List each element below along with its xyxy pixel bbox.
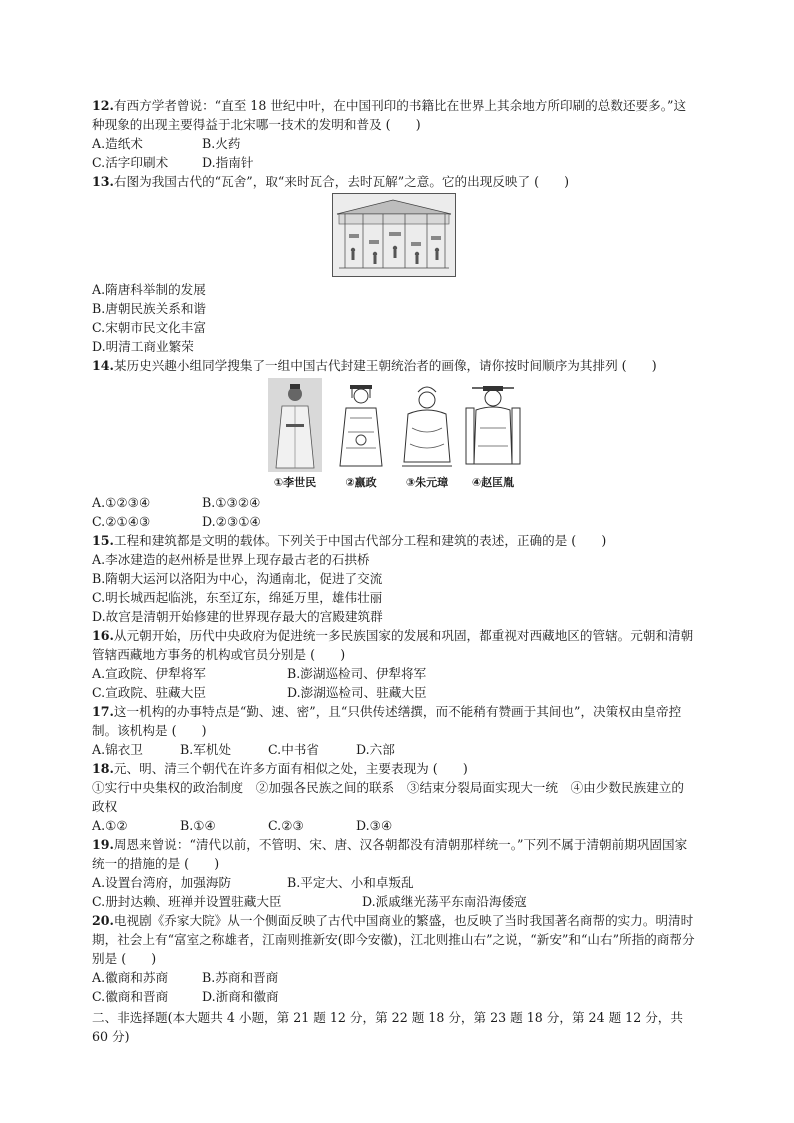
question-18 <box>92 759 696 835</box>
option-b: B.苏商和晋商 <box>202 970 279 985</box>
option-d: D.澎湖巡检司、驻藏大臣 <box>287 685 427 700</box>
option-d: D.浙商和徽商 <box>202 989 279 1004</box>
option-b: B.平定大、小和卓叛乱 <box>287 875 414 890</box>
emperor-portrait-image <box>398 378 456 472</box>
option-b: B.军机处 <box>180 742 232 757</box>
question-20 <box>92 911 696 1006</box>
question-stem: 元、明、清三个朝代在许多方面有相似之处，主要表现为 ( ) <box>113 761 468 776</box>
question-number: 17. <box>92 704 114 719</box>
question-12 <box>92 96 696 172</box>
question-number: 13. <box>92 174 114 189</box>
emperor-portrait-image <box>334 378 388 472</box>
option-a: A.宣政院、伊犁将军 <box>92 666 206 681</box>
question-stem: 周恩来曾说：“清代以前，不管明、宋、唐、汉各朝都没有清朝那样统一。”下列不属于清朝前期巩固国家统一的措施的是 ( ) <box>92 837 688 871</box>
option-d: D.故宫是清朝开始修建的世界现存最大的宫殿建筑群 <box>92 609 383 624</box>
option-c: C.明长城西起临洮，东至辽东，绵延万里，雄伟壮丽 <box>92 590 383 605</box>
option-b: B.火药 <box>202 136 241 151</box>
question-17 <box>92 702 696 759</box>
statement-items: ①实行中央集权的政治制度 ②加强各民族之间的联系 ③结束分裂局面实现大一统 ④由少数民族建立的政权 <box>92 780 684 814</box>
question-number: 18. <box>92 761 114 776</box>
option-b: B.隋朝大运河以洛阳为中心，沟通南北，促进了交流 <box>92 571 383 586</box>
question-14 <box>92 356 696 531</box>
option-c: C.②③ <box>268 818 304 833</box>
question-number: 15. <box>92 533 114 548</box>
option-c: C.册封达赖、班禅并设置驻藏大臣 <box>92 894 282 909</box>
question-stem: 工程和建筑都是文明的载体。下列关于中国古代部分工程和建筑的表述，正确的是 ( ) <box>113 533 607 548</box>
emperor-portrait-image <box>268 378 322 472</box>
option-a: A.①②③④ <box>92 495 151 510</box>
option-c: C.宋朝市民文化丰富 <box>92 320 206 335</box>
portrait-caption: ②嬴政 <box>345 476 377 489</box>
question-number: 16. <box>92 628 114 643</box>
option-a: A.设置台湾府，加强海防 <box>92 875 232 890</box>
portrait-4 <box>462 378 524 492</box>
portrait-3 <box>396 378 458 492</box>
portrait-2 <box>330 378 392 492</box>
emperor-portrait-image <box>462 378 524 472</box>
emperor-portraits <box>92 378 696 492</box>
question-stem: 某历史兴趣小组同学搜集了一组中国古代封建王朝统治者的画像，请你按时间顺序为其排列 ( ) <box>113 358 657 373</box>
option-a: A.造纸术 <box>92 136 143 151</box>
option-d: D.派戚继光荡平东南沿海倭寇 <box>362 894 527 909</box>
exam-page <box>92 96 696 1046</box>
option-a: A.锦衣卫 <box>92 742 143 757</box>
option-a: A.①② <box>92 818 128 833</box>
question-16 <box>92 626 696 702</box>
option-d: D.明清工商业繁荣 <box>92 339 194 354</box>
option-c: C.②①④③ <box>92 514 151 529</box>
wash-house-figure <box>92 193 696 277</box>
option-c: C.徽商和晋商 <box>92 989 169 1004</box>
option-c: C.中书省 <box>268 742 319 757</box>
question-15 <box>92 531 696 626</box>
question-stem: 电视剧《乔家大院》从一个侧面反映了古代中国商业的繁盛，也反映了当时我国著名商帮的实力。明清时期，社会上有“富室之称雄者，江南则推新安(即今安徽)，江北则推山右”之说，“新安”和“山右”所指的商帮分别是 ( ) <box>92 913 695 966</box>
option-c: C.宣政院、驻藏大臣 <box>92 685 206 700</box>
question-number: 12. <box>92 98 114 113</box>
question-number: 20. <box>92 913 114 928</box>
question-stem: 这一机构的办事特点是“勤、速、密”，且“只供传述缮撰，而不能稍有赞画于其间也”，决策权由皇帝控制。该机构是 ( ) <box>92 704 682 738</box>
option-b: B.①④ <box>180 818 216 833</box>
wash-house-illustration <box>332 193 456 277</box>
question-number: 14. <box>92 358 114 373</box>
question-13 <box>92 172 696 356</box>
question-19 <box>92 835 696 911</box>
option-d: D.③④ <box>356 818 393 833</box>
question-number: 19. <box>92 837 114 852</box>
option-b: B.①③②④ <box>202 495 261 510</box>
section-heading: 二、非选择题(本大题共 4 小题，第 21 题 12 分，第 22 题 18 分，第 23 题 18 分，第 24 题 12 分，共 60 分) <box>92 1010 683 1044</box>
option-c: C.活字印刷术 <box>92 155 169 170</box>
option-d: D.六部 <box>356 742 395 757</box>
question-stem: 右图为我国古代的“瓦舍”，取“来时瓦合，去时瓦解”之意。它的出现反映了 ( ) <box>113 174 570 189</box>
portrait-caption: ④赵匡胤 <box>471 476 515 489</box>
question-stem: 有西方学者曾说：“直至 18 世纪中叶，在中国刊印的书籍比在世界上其余地方所印刷的总数还要多。”这种现象的出现主要得益于北宋哪一技术的发明和普及 ( ) <box>92 98 687 132</box>
option-a: A.李冰建造的赵州桥是世界上现存最古老的石拱桥 <box>92 552 370 567</box>
portrait-caption: ③朱元璋 <box>405 476 449 489</box>
option-d: D.指南针 <box>202 155 254 170</box>
question-stem: 从元朝开始，历代中央政府为促进统一多民族国家的发展和巩固，都重视对西藏地区的管辖。元朝和清朝管辖西藏地方事务的机构或官员分别是 ( ) <box>92 628 694 662</box>
portrait-caption: ①李世民 <box>273 476 317 489</box>
option-a: A.隋唐科举制的发展 <box>92 282 206 297</box>
option-d: D.②③①④ <box>202 514 261 529</box>
option-a: A.徽商和苏商 <box>92 970 169 985</box>
portrait-1 <box>264 378 326 492</box>
option-b: B.唐朝民族关系和谐 <box>92 301 207 316</box>
option-b: B.澎湖巡检司、伊犁将军 <box>287 666 427 681</box>
